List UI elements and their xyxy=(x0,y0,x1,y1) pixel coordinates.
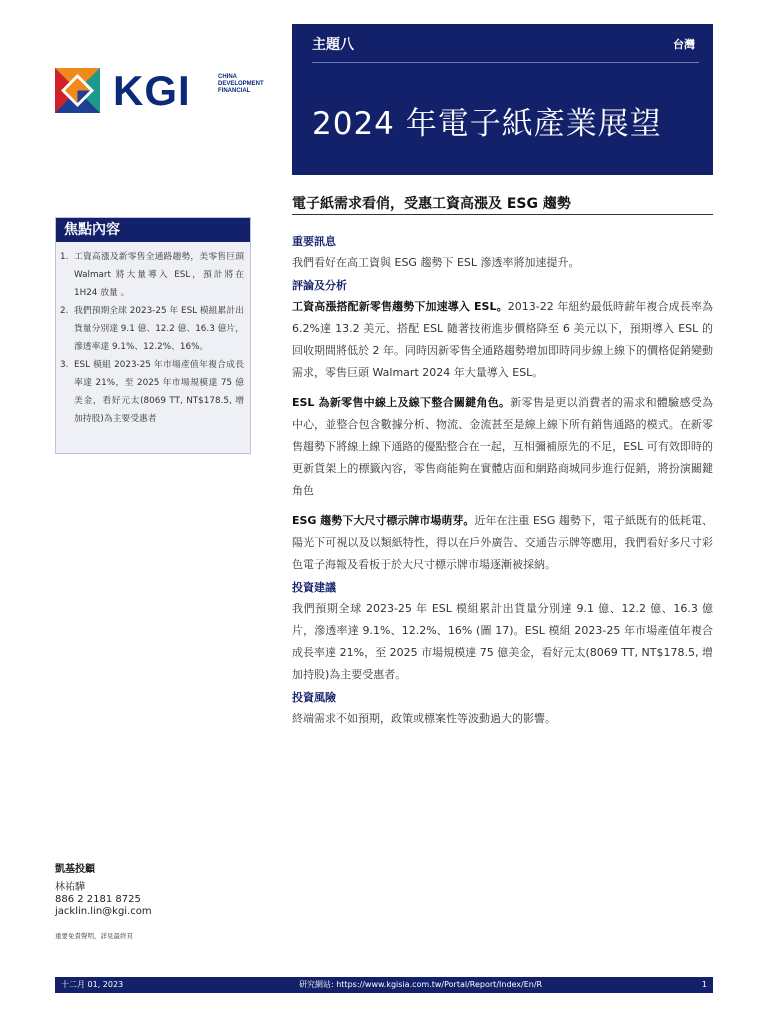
analyst-contact xyxy=(55,882,152,918)
highlights-heading: 焦點內容 xyxy=(56,218,250,242)
invest-heading: 投資建議 xyxy=(292,581,336,594)
analysis-paragraph-2: ESL 為新零售中線上及線下整合關鍵角色。新零售是更以消費者的需求和體驗感受為中心，並整合包含數據分析、物流、金流甚至是線上線下所有銷售通路的模式。在新零售趨勢下將線上線下通路的優點整合在一起，互相彌補原先的不足，ESL 可有效即時的更新貨架上的標籤內容，零售商能夠在實體店面和網路商城同步進行促銷，將扮演關鍵角色 xyxy=(292,396,714,497)
analyst-phone: 886 2 2181 8725 xyxy=(55,894,141,905)
list-item: 3. ESL 模組 2023-25 年市場產值年複合成長率達 21%，至 2025 年市場規模達 75 億美金，看好元太(8069 TT, NT$178.5, 增加持股)為主要受惠者 xyxy=(60,360,244,424)
highlights-list xyxy=(56,242,250,428)
company-logo xyxy=(55,68,265,118)
analysis-heading: 評論及分析 xyxy=(292,279,347,292)
highlights-box xyxy=(55,217,251,454)
page-footer xyxy=(55,977,713,993)
analyst-name: 林祐驊 xyxy=(55,882,85,893)
research-site-link[interactable]: 研究網站: https://www.kgisia.com.tw/Portal/Report/Index/En/R xyxy=(299,980,543,989)
logo-wordmark: KGI xyxy=(113,67,191,114)
risk-text: 終端需求不如預期，政策或標案性等波動過大的影響。 xyxy=(292,712,556,725)
report-subtitle: 電子紙需求看俏，受惠工資高漲及 ESG 趨勢 xyxy=(292,196,571,212)
key-info-heading: 重要訊息 xyxy=(292,235,336,248)
list-item: 2. 我們預期全球 2023-25 年 ESL 模組累計出貨量分別達 9.1 億、12.2 億、16.3 億片，滲透率達 9.1%、12.2%、16%。 xyxy=(60,306,244,352)
invest-text: 我們預期全球 2023-25 年 ESL 模組累計出貨量分別達 9.1 億、12.2 億、16.3 億片，滲透率達 9.1%、12.2%、16% (圖 17)。ESL 模組 2023-25 年市場產值年複合成長率達 21%，至 2025 市場規模達 75 億美金，看好元太(8069 TT, NT$178.5, 增加持股)為主要受惠者。 xyxy=(292,602,713,681)
disclaimer-note: 重要免責聲明，詳見最終頁 xyxy=(55,932,133,940)
analyst-heading: 凱基投顧 xyxy=(55,864,95,875)
main-content xyxy=(292,230,713,730)
list-item: 1. 工資高漲及新零售全通路趨勢，美零售巨頭 Walmart 將大量導入 ESL，預計將在 1H24 放量 。 xyxy=(60,252,244,298)
kgi-logo-mark-icon xyxy=(55,68,100,113)
subtitle-divider xyxy=(292,214,713,215)
header-divider xyxy=(312,62,699,63)
region-label: 台灣 xyxy=(673,38,695,51)
topic-label: 主題八 xyxy=(312,37,354,53)
risk-heading: 投資風險 xyxy=(292,691,336,704)
page-number: 1 xyxy=(701,980,707,989)
logo-subtext: CHINA DEVELOPMENT FINANCIAL xyxy=(218,74,264,94)
analyst-email[interactable]: jacklin.lin@kgi.com xyxy=(55,906,152,917)
analysis-paragraph-3: ESG 趨勢下大尺寸標示牌市場萌芽。近年在注重 ESG 趨勢下，電子紙既有的低耗電、陽光下可視以及以類紙特性，得以在戶外廣告、交通告示牌等應用，我們看好多尺寸彩色電子海報及看板于於大尺寸標示牌市場逐漸被採納。 xyxy=(292,514,713,571)
key-info-text: 我們看好在高工資與 ESG 趨勢下 ESL 滲透率將加速提升。 xyxy=(292,256,580,269)
analysis-paragraph-1: 工資高漲搭配新零售趨勢下加速導入 ESL。2013-22 年紐約最低時薪年複合成長率為 6.2%達 13.2 美元、搭配 ESL 隨著技術進步價格降至 6 美元以下，預期導入 ESL 的回收期間將低於 2 年。同時因新零售全通路趨勢增加即時同步線上線下的價格促銷變動需求，零售巨頭 Walmart 2024 年大量導入 ESL。 xyxy=(292,300,713,379)
report-header xyxy=(292,24,713,175)
report-title: 2024 年電子紙產業展望 xyxy=(312,106,662,142)
report-date: 十二月 01, 2023 xyxy=(61,980,124,989)
